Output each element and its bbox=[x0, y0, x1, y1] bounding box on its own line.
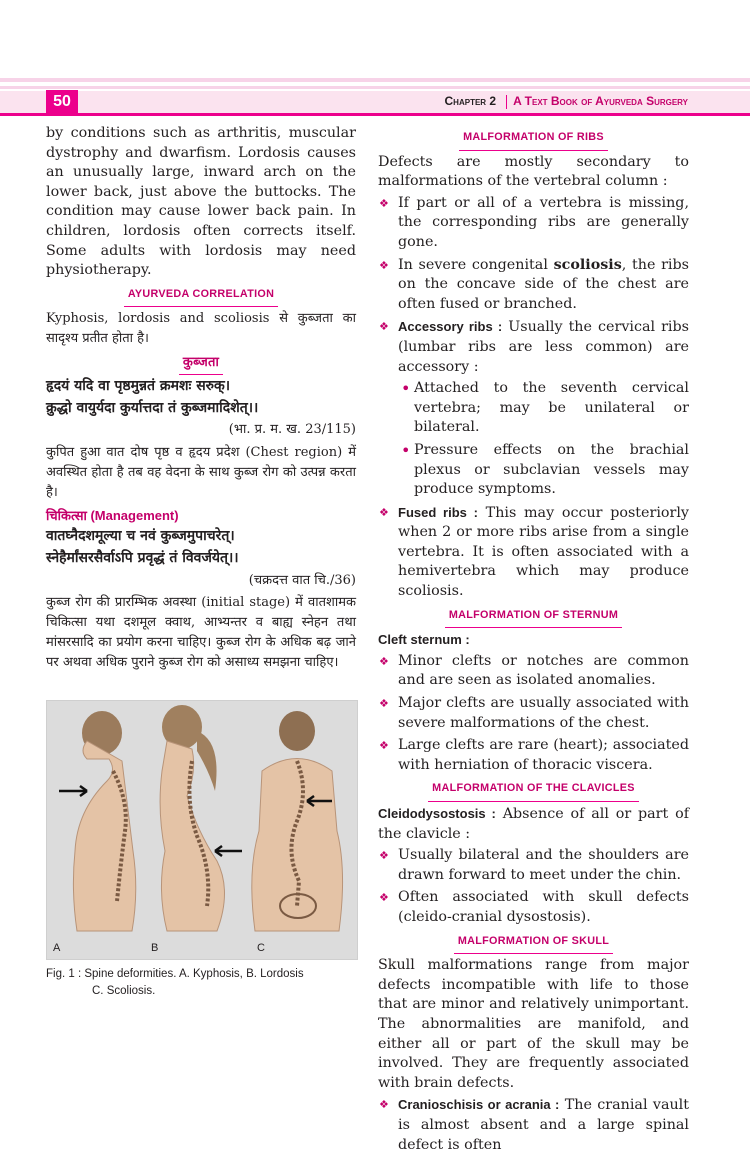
list-item: ❖ Minor clefts or notches are common and are seen as isolated anomalies. bbox=[378, 652, 689, 691]
skull-paragraph: Skull malformations range from major defects incompatible with life to those that are minor and relatively unimportant. The abnormalities are manifold, and either all or part of the skull may be involved. They are frequently associated with brain defects. bbox=[378, 957, 689, 1091]
figure-label-b: B bbox=[151, 942, 159, 954]
intro-paragraph: by conditions such as arthritis, muscular dystrophy and dwarfism. Lordosis causes an unusually large, inward arch on the lower back, just above the buttocks. The condition may cause lower back pain. In children, lordosis often corrects itself. Some adults with lordosis may need physiotherapy. bbox=[46, 125, 356, 279]
verse1-line1: हृदयं यदि वा पृष्ठमुन्नतं क्रमशः सरुक्। bbox=[46, 377, 231, 394]
skull-list bbox=[378, 1095, 689, 1155]
ribs-list bbox=[378, 194, 689, 602]
book-title: A Text Book of Ayurveda Surgery bbox=[513, 94, 688, 108]
page-number: 50 bbox=[46, 90, 78, 114]
list-item: ❖ Usually bilateral and the shoulders are drawn forward to meet under the chin. bbox=[378, 846, 689, 885]
sternum-heading: MALFORMATION OF STERNUM bbox=[378, 605, 689, 629]
caption-line-2: C. Scoliosis. bbox=[92, 985, 156, 997]
list-item: ❖ Often associated with skull defects (cleido-cranial dysostosis). bbox=[378, 888, 689, 927]
list-item: • Pressure effects on the brachial plexus or subclavian vessels may produce symptoms. bbox=[398, 441, 689, 500]
spine-illustration bbox=[47, 701, 357, 959]
chapter-label: Chapter 2 bbox=[444, 94, 497, 108]
cleft-sternum-label: Cleft sternum : bbox=[378, 632, 470, 648]
verse2-reference: (चक्रदत्त वात चि./36) bbox=[248, 572, 356, 588]
clavicle-list bbox=[378, 846, 689, 927]
header-stripe-top bbox=[0, 78, 750, 82]
spine-deformities-figure bbox=[46, 700, 358, 960]
list-item: ❖ In severe congenital scoliosis, the ribs on the concave side of the chest are often fused or branched. bbox=[378, 256, 689, 315]
list-item: ❖ Accessory ribs : Usually the cervical ribs (lumbar ribs are less common) are accessory : • Attached to the seventh cervical vertebra; may be unilateral or bilateral. • Pressure effects on the brachial plexus or subclavian vessels may produce symptoms. bbox=[378, 317, 689, 499]
figure-b-lordosis bbox=[160, 705, 242, 931]
accessory-ribs-sublist bbox=[398, 379, 689, 500]
right-column bbox=[378, 124, 689, 1158]
verse2-line2: स्नेहैर्मांसरसैर्वाऽपि प्रवृद्धं तं विवर्जयेत्।। bbox=[46, 549, 239, 566]
verse1-line2: क्रुद्धो वायुर्यदा कुर्यात्तदा तं कुब्जमादिशेत्।। bbox=[46, 399, 259, 416]
figure-c-scoliosis bbox=[252, 711, 343, 931]
list-item: • Attached to the seventh cervical vertebra; may be unilateral or bilateral. bbox=[398, 379, 689, 438]
correlation-paragraph: Kyphosis, lordosis and scoliosis से कुब्जता का सादृश्य प्रतीत होता है। bbox=[46, 311, 356, 347]
figure-label-a: A bbox=[53, 942, 61, 954]
list-item: ❖ Fused ribs : This may occur posteriorly when 2 or more ribs arise from a single vertebra. It is often associated with a hemivertebra which may produce scoliosis. bbox=[378, 503, 689, 602]
list-item: ❖ Cranioschisis or acrania : The cranial vault is almost absent and a large spinal defect is often bbox=[378, 1095, 689, 1155]
caption-line-1: Fig. 1 : Spine deformities. A. Kyphosis, B. Lordosis bbox=[46, 968, 304, 980]
figure-label-c: C bbox=[257, 942, 265, 954]
sternum-list bbox=[378, 652, 689, 776]
header-stripe-middle bbox=[0, 86, 750, 89]
verse1-explanation: कुपित हुआ वात दोष पृष्ठ व हृदय प्रदेश (Chest region) में अवस्थित होता है तब वह वेदना के साथ कुब्ज रोग को उत्पन्न करता है। bbox=[46, 444, 356, 500]
header-rule bbox=[0, 113, 750, 116]
verse1-reference: (भा. प्र. म. ख. 23/115) bbox=[228, 422, 356, 438]
figure-caption bbox=[46, 966, 356, 1000]
skull-heading: MALFORMATION OF SKULL bbox=[378, 931, 689, 955]
ribs-intro: Defects are mostly secondary to malformations of the vertebral column : bbox=[378, 153, 689, 190]
ribs-heading: MALFORMATION OF RIBS bbox=[378, 127, 689, 151]
list-item: ❖ Large clefts are rare (heart); associated with herniation of thoracic viscera. bbox=[378, 736, 689, 775]
verse2-line1: वातघ्नैदशमूल्या च नवं कुब्जमुपाचरेत्। bbox=[46, 528, 235, 545]
figure-a-kyphosis bbox=[59, 711, 136, 931]
clavicle-heading: MALFORMATION OF THE CLAVICLES bbox=[378, 778, 689, 802]
clavicle-paragraph: Cleidodysostosis : Absence of all or part of the clavicle : bbox=[378, 806, 689, 842]
management-heading: चिकित्सा (Management) bbox=[46, 507, 179, 523]
left-column bbox=[46, 124, 356, 673]
header-separator bbox=[506, 95, 507, 109]
kubjata-heading: कुब्जता bbox=[46, 352, 356, 375]
list-item: ❖ Major clefts are usually associated with severe malformations of the chest. bbox=[378, 694, 689, 733]
ayurveda-correlation-heading: AYURVEDA CORRELATION bbox=[46, 284, 356, 308]
verse2-explanation: कुब्ज रोग की प्रारम्भिक अवस्था (initial stage) में वातशामक चिकित्सा यथा दशमूल क्वाथ, आभ्यन्तर व बाह्य स्नेहन तथा मांसरसादि का प्रयोग करना चाहिए। कुब्ज रोग के अधिक बढ़ जाने पर अथवा अधिक पुराने कुब्ज रोग को असाध्य समझना चाहिए। bbox=[46, 595, 356, 671]
list-item: ❖ If part or all of a vertebra is missing, the corresponding ribs are generally gone. bbox=[378, 194, 689, 253]
running-header bbox=[445, 94, 688, 109]
